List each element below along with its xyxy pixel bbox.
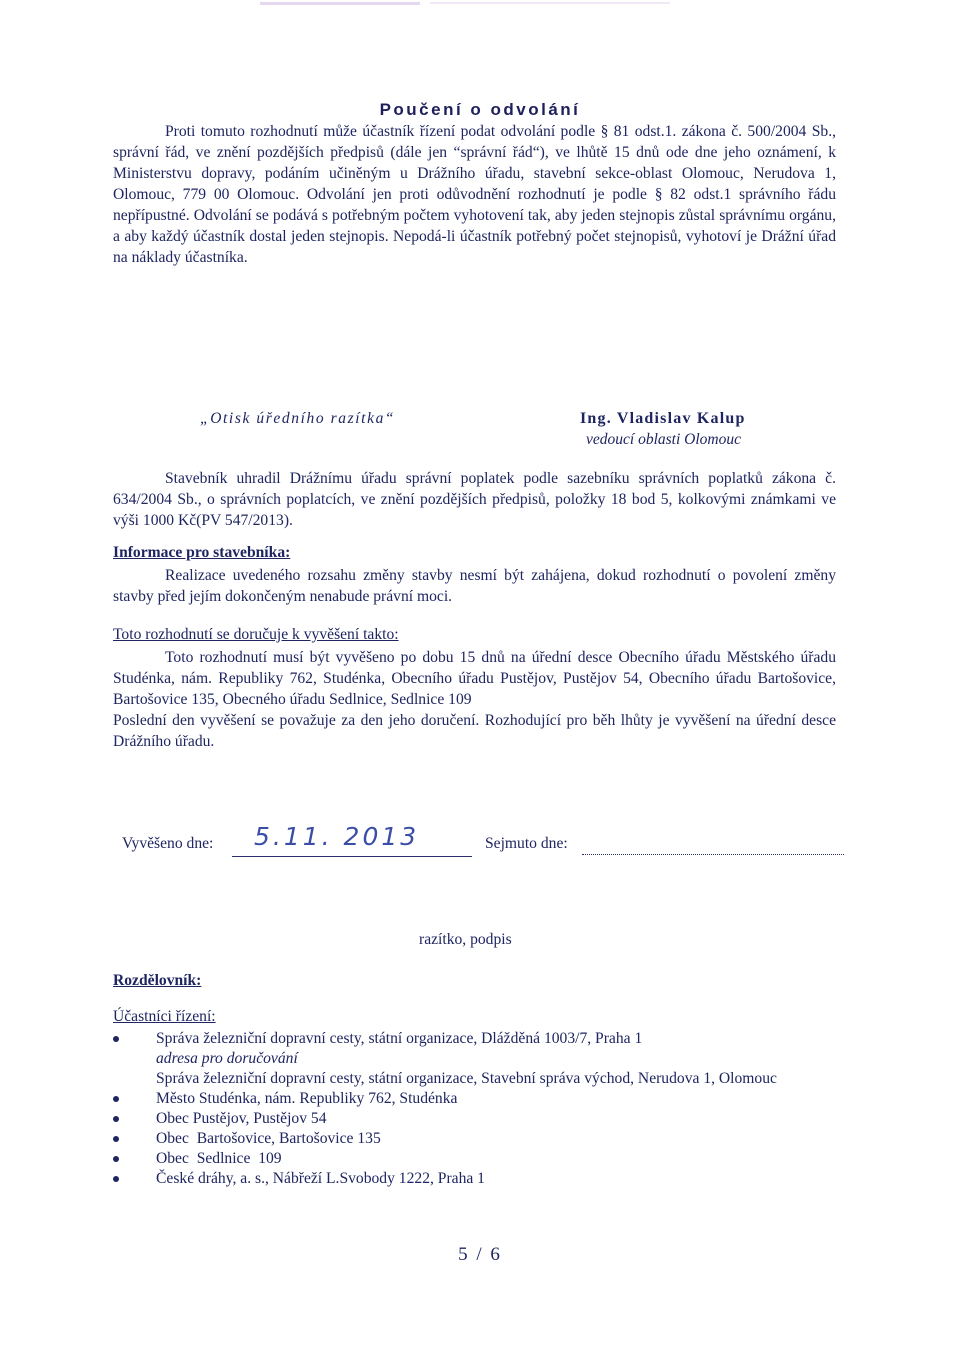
builder-info-text: Realizace uvedeného rozsahu změny stavby nesmí být zahájena, dokud rozhodnutí o povolení změny stavby před jejím dokončeným nenabude právní moci. xyxy=(113,567,836,605)
builder-info-paragraph xyxy=(113,565,836,607)
appeal-heading: Poučení o odvolání xyxy=(379,100,581,119)
list-item xyxy=(113,1169,833,1189)
list-item xyxy=(113,1089,833,1109)
bullet-icon xyxy=(113,1036,119,1042)
page-number: 5 / 6 xyxy=(458,1244,502,1265)
participant-text: Obec Pustějov, Pustějov 54 xyxy=(156,1110,327,1127)
participant-text: Obec Sedlnice 109 xyxy=(156,1150,282,1167)
list-item xyxy=(113,1109,833,1129)
delivery-title: Toto rozhodnutí se doručuje k vyvěšení takto: xyxy=(113,626,399,643)
participant-note: adresa pro doručování xyxy=(156,1050,298,1067)
fee-paragraph xyxy=(113,468,836,531)
builder-info-title: Informace pro stavebníka: xyxy=(113,544,291,561)
delivery-paragraph xyxy=(113,647,836,710)
participant-extra: Správa železniční dopravní cesty, státní organizace, Stavební správa východ, Nerudova 1, Olomouc xyxy=(156,1070,777,1087)
participant-text: Obec Bartošovice, Bartošovice 135 xyxy=(156,1130,381,1147)
participants-list xyxy=(113,1029,833,1189)
removed-date-line xyxy=(582,854,844,855)
list-item xyxy=(113,1149,833,1169)
posted-label: Vyvěšeno dne: xyxy=(122,835,214,852)
participant-text: Město Studénka, nám. Republiky 762, Studénka xyxy=(156,1090,458,1107)
participant-text: Správa železniční dopravní cesty, státní organizace, Dlážděná 1003/7, Praha 1 xyxy=(156,1030,643,1047)
removed-label: Sejmuto dne: xyxy=(485,835,568,852)
bullet-icon xyxy=(113,1136,119,1142)
bullet-icon xyxy=(113,1116,119,1122)
scan-artifact-line xyxy=(430,2,670,4)
distribution-title: Rozdělovník: xyxy=(113,972,202,989)
scan-artifact-line xyxy=(260,2,420,5)
official-stamp-label: „Otisk úředního razítka“ xyxy=(200,410,396,427)
delivery-text-2: Poslední den vyvěšení se považuje za den jeho doručení. Rozhodující pro běh lhůty je vyvěšení na úřední desce Drážního úřadu. xyxy=(113,712,836,750)
signer-name: Ing. Vladislav Kalup xyxy=(580,410,746,427)
list-item xyxy=(113,1029,833,1089)
bullet-icon xyxy=(113,1176,119,1182)
delivery-text: Toto rozhodnutí musí být vyvěšeno po dobu 15 dnů na úřední desce Obecního úřadu Městského úřadu Studénka, nám. Republiky 762, Studénka, Obecního úřadu Pustějov, Pustějov 54, Obecního úřadu Bartošovice, Bartošovice 135, Obecného úřadu Sedlnice, Sedlnice 109 xyxy=(113,649,836,708)
bullet-icon xyxy=(113,1096,119,1102)
stamp-signature-caption: razítko, podpis xyxy=(419,931,512,948)
delivery-paragraph-2 xyxy=(113,710,836,752)
appeal-paragraph xyxy=(113,121,836,268)
list-item xyxy=(113,1129,833,1149)
posting-row xyxy=(122,822,852,866)
participant-text: České dráhy, a. s., Nábřeží L.Svobody 1222, Praha 1 xyxy=(156,1170,485,1187)
signer-role: vedoucí oblasti Olomouc xyxy=(586,431,741,448)
posted-date-line xyxy=(232,856,472,857)
appeal-text: Proti tomuto rozhodnutí může účastník řízení podat odvolání podle § 81 odst.1. zákona č. 500/2004 Sb., správní řád, ve znění pozdějších předpisů (dále jen “správní řád“), ve lhůtě 15 dnů ode dne jeho oznámení, k Ministerstvu dopravy, podáním učiněným u Drážního úřadu, stavební sekce-oblast Olomouc, Nerudova 1, Olomouc, 779 00 Olomouc. Odvolání jen proti odůvodnění rozhodnutí je podle § 82 odst.1 správního řádu nepřípustné. Odvolání se podává s potřebným počtem vyhotovení tak, aby jeden stejnopis zůstal správnímu orgánu, a aby každý účastník dostal jeden stejnopis. Nepodá-li účastník potřebný počet stejnopisů, vyhotoví je Drážní úřad na náklady účastníka. xyxy=(113,123,836,266)
participants-title: Účastníci řízení: xyxy=(113,1008,216,1025)
posted-date-handwritten: 5.11. 2013 xyxy=(254,822,420,851)
bullet-icon xyxy=(113,1156,119,1162)
fee-text: Stavebník uhradil Drážnímu úřadu správní poplatek podle sazebníku správních poplatků zákona č. 634/2004 Sb., o správních poplatcích, ve znění pozdějších předpisů, položky 18 bod 5, kolkovými známkami ve výši 1000 Kč(PV 547/2013). xyxy=(113,470,836,529)
